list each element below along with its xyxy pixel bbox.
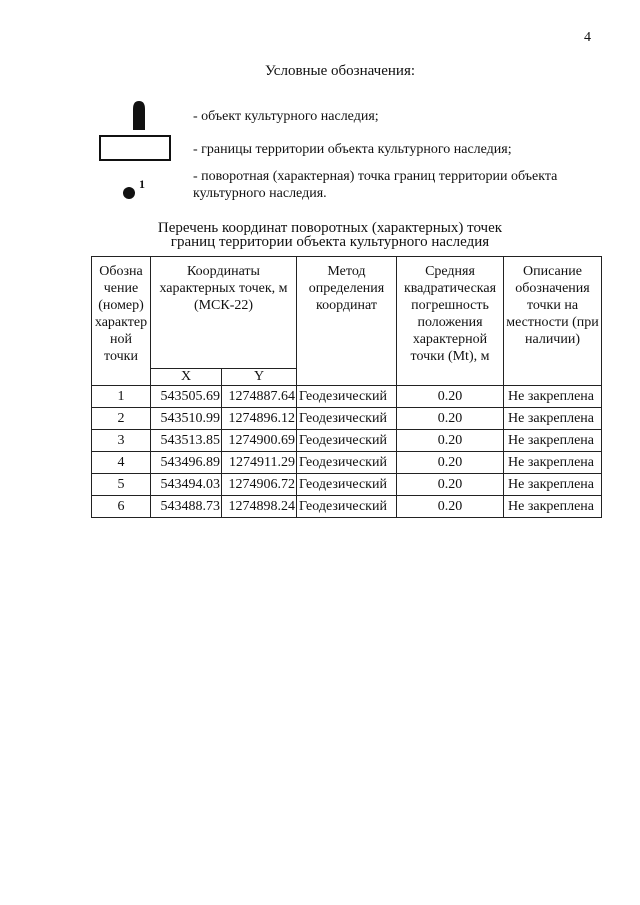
table-row [92, 386, 602, 408]
point-number-cell: 2 [92, 408, 151, 430]
description-cell: Не закреплена [504, 452, 602, 474]
legend-title: Условные обозначения: [264, 63, 416, 79]
table-row [92, 496, 602, 518]
error-cell: 0.20 [397, 474, 504, 496]
table-row [92, 474, 602, 496]
header-error: Средняя квадратическая погрешность положения характерной точки (Mt), м [397, 257, 504, 386]
error-cell: 0.20 [397, 496, 504, 518]
header-y: Y [222, 369, 297, 386]
y-coordinate-cell: 1274900.69 [222, 430, 297, 452]
header-point-number: Обозна чение (номер) характер ной точки [92, 257, 151, 386]
legend-item-text: - границы территории объекта культурного наследия; [193, 142, 512, 157]
method-cell: Геодезический [297, 452, 397, 474]
x-coordinate-cell: 543505.69 [151, 386, 222, 408]
page-number: 4 [584, 30, 591, 45]
method-cell: Геодезический [297, 408, 397, 430]
y-coordinate-cell: 1274887.64 [222, 386, 297, 408]
coordinates-table [91, 256, 602, 518]
x-coordinate-cell: 543496.89 [151, 452, 222, 474]
table-row [92, 408, 602, 430]
x-coordinate-cell: 543510.99 [151, 408, 222, 430]
point-number-cell: 4 [92, 452, 151, 474]
description-cell: Не закреплена [504, 474, 602, 496]
y-coordinate-cell: 1274898.24 [222, 496, 297, 518]
table-title-line: границ территории объекта культурного наследия [170, 234, 490, 250]
description-cell: Не закреплена [504, 386, 602, 408]
y-coordinate-cell: 1274896.12 [222, 408, 297, 430]
error-cell: 0.20 [397, 386, 504, 408]
description-cell: Не закреплена [504, 496, 602, 518]
header-x: X [151, 369, 222, 386]
y-coordinate-cell: 1274906.72 [222, 474, 297, 496]
error-cell: 0.20 [397, 430, 504, 452]
method-cell: Геодезический [297, 474, 397, 496]
header-coordinates: Координаты характерных точек, м (МСК-22) [151, 257, 297, 369]
table-row [92, 430, 602, 452]
point-number-cell: 6 [92, 496, 151, 518]
point-number-cell: 5 [92, 474, 151, 496]
description-cell: Не закреплена [504, 430, 602, 452]
turning-point-icon-label: 1 [139, 177, 145, 191]
table-title-line: Перечень координат поворотных (характерных) точек [157, 220, 503, 236]
table-row [92, 452, 602, 474]
legend-item-text: - объект культурного наследия; [193, 109, 379, 124]
y-coordinate-cell: 1274911.29 [222, 452, 297, 474]
x-coordinate-cell: 543513.85 [151, 430, 222, 452]
method-cell: Геодезический [297, 430, 397, 452]
header-method: Метод определения координат [297, 257, 397, 386]
monument-icon [130, 100, 148, 130]
x-coordinate-cell: 543494.03 [151, 474, 222, 496]
method-cell: Геодезический [297, 496, 397, 518]
error-cell: 0.20 [397, 452, 504, 474]
point-number-cell: 1 [92, 386, 151, 408]
legend-item-text: - поворотная (характерная) точка границ территории объекта культурного наследия. [193, 169, 558, 201]
description-cell: Не закреплена [504, 408, 602, 430]
point-number-cell: 3 [92, 430, 151, 452]
x-coordinate-cell: 543488.73 [151, 496, 222, 518]
error-cell: 0.20 [397, 408, 504, 430]
method-cell: Геодезический [297, 386, 397, 408]
table-title [150, 221, 510, 249]
boundary-rectangle-icon [99, 135, 171, 161]
header-description: Описание обозначения точки на местности (при наличии) [504, 257, 602, 386]
turning-point-icon [123, 187, 135, 199]
